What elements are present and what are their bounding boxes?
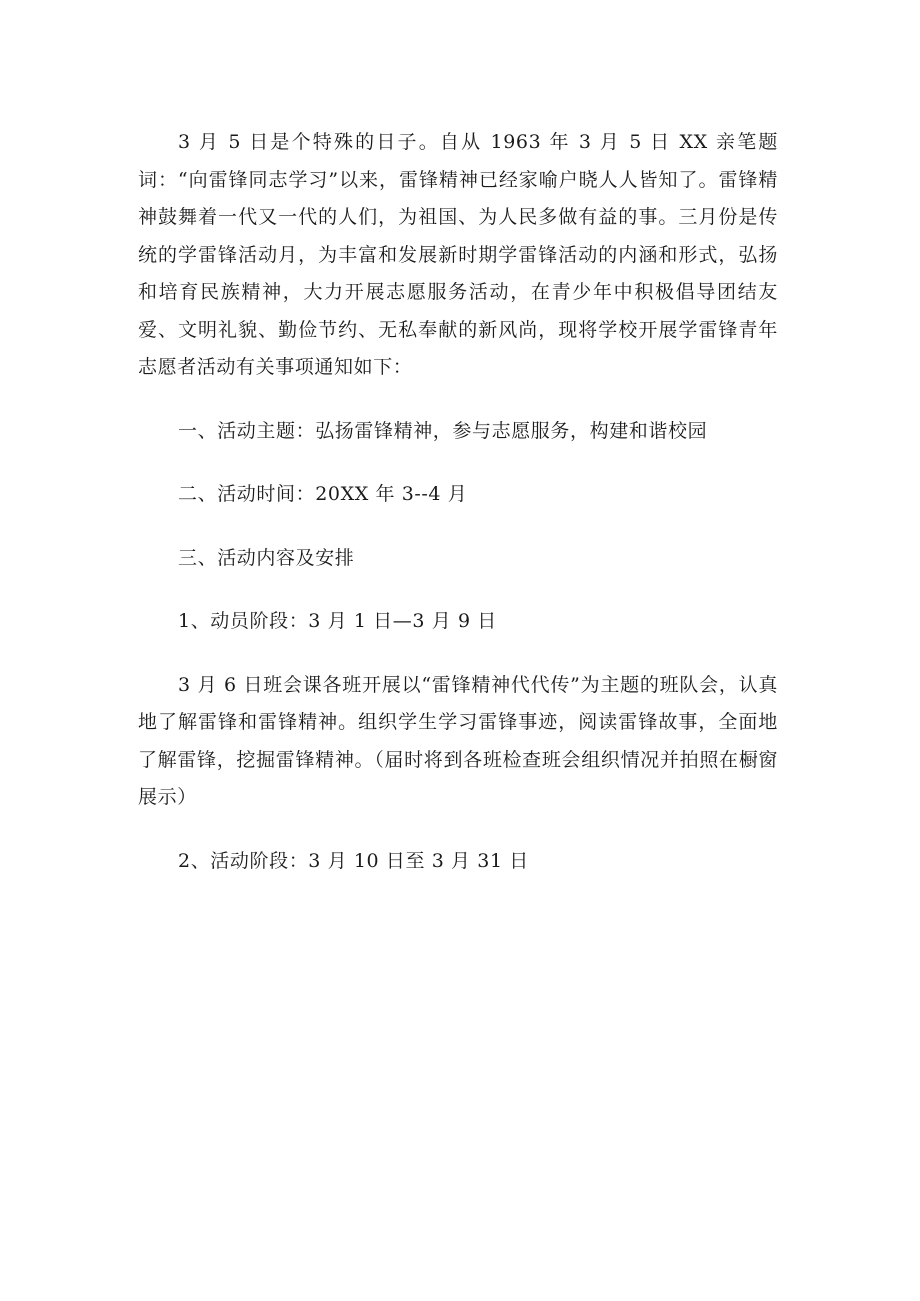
stage1-heading: 1、动员阶段：3 月 1 日—3 月 9 日 <box>178 610 497 632</box>
theme-heading: 一、活动主题：弘扬雷锋精神，参与志愿服务，构建和谐校园 <box>178 419 708 442</box>
document-body <box>138 124 778 880</box>
time-heading: 二、活动时间：20XX 年 3--4 月 <box>178 483 468 505</box>
stage1-paragraph: 3 月 6 日班会课各班开展以“雷锋精神代代传”为主题的班队会，认真地了解雷锋和雷锋精神。组织学生学习雷锋事迹，阅读雷锋故事，全面地了解雷锋，挖掘雷锋精神。（届时将到各班检查班会组织情况并拍照在橱窗展示） <box>138 673 778 808</box>
content-heading: 三、活动内容及安排 <box>178 546 355 569</box>
stage2-heading: 2、活动阶段：3 月 10 日至 3 月 31 日 <box>178 849 529 872</box>
intro-paragraph: 3 月 5 日是个特殊的日子。自从 1963 年 3 月 5 日 XX 亲笔题词：“向雷锋同志学习”以来，雷锋精神已经家喻户晓人人皆知了。雷锋精神鼓舞着一代又一代的人们，为祖国、为人民多做有益的事。三月份是传统的学雷锋活动月，为丰富和发展新时期学雷锋活动的内涵和形式，弘扬和培育民族精神，大力开展志愿服务活动，在青少年中积极倡导团结友爱、文明礼貌、勤俭节约、无私奉献的新风尚，现将学校开展学雷锋青年志愿者活动有关事项通知如下： <box>138 131 778 378</box>
